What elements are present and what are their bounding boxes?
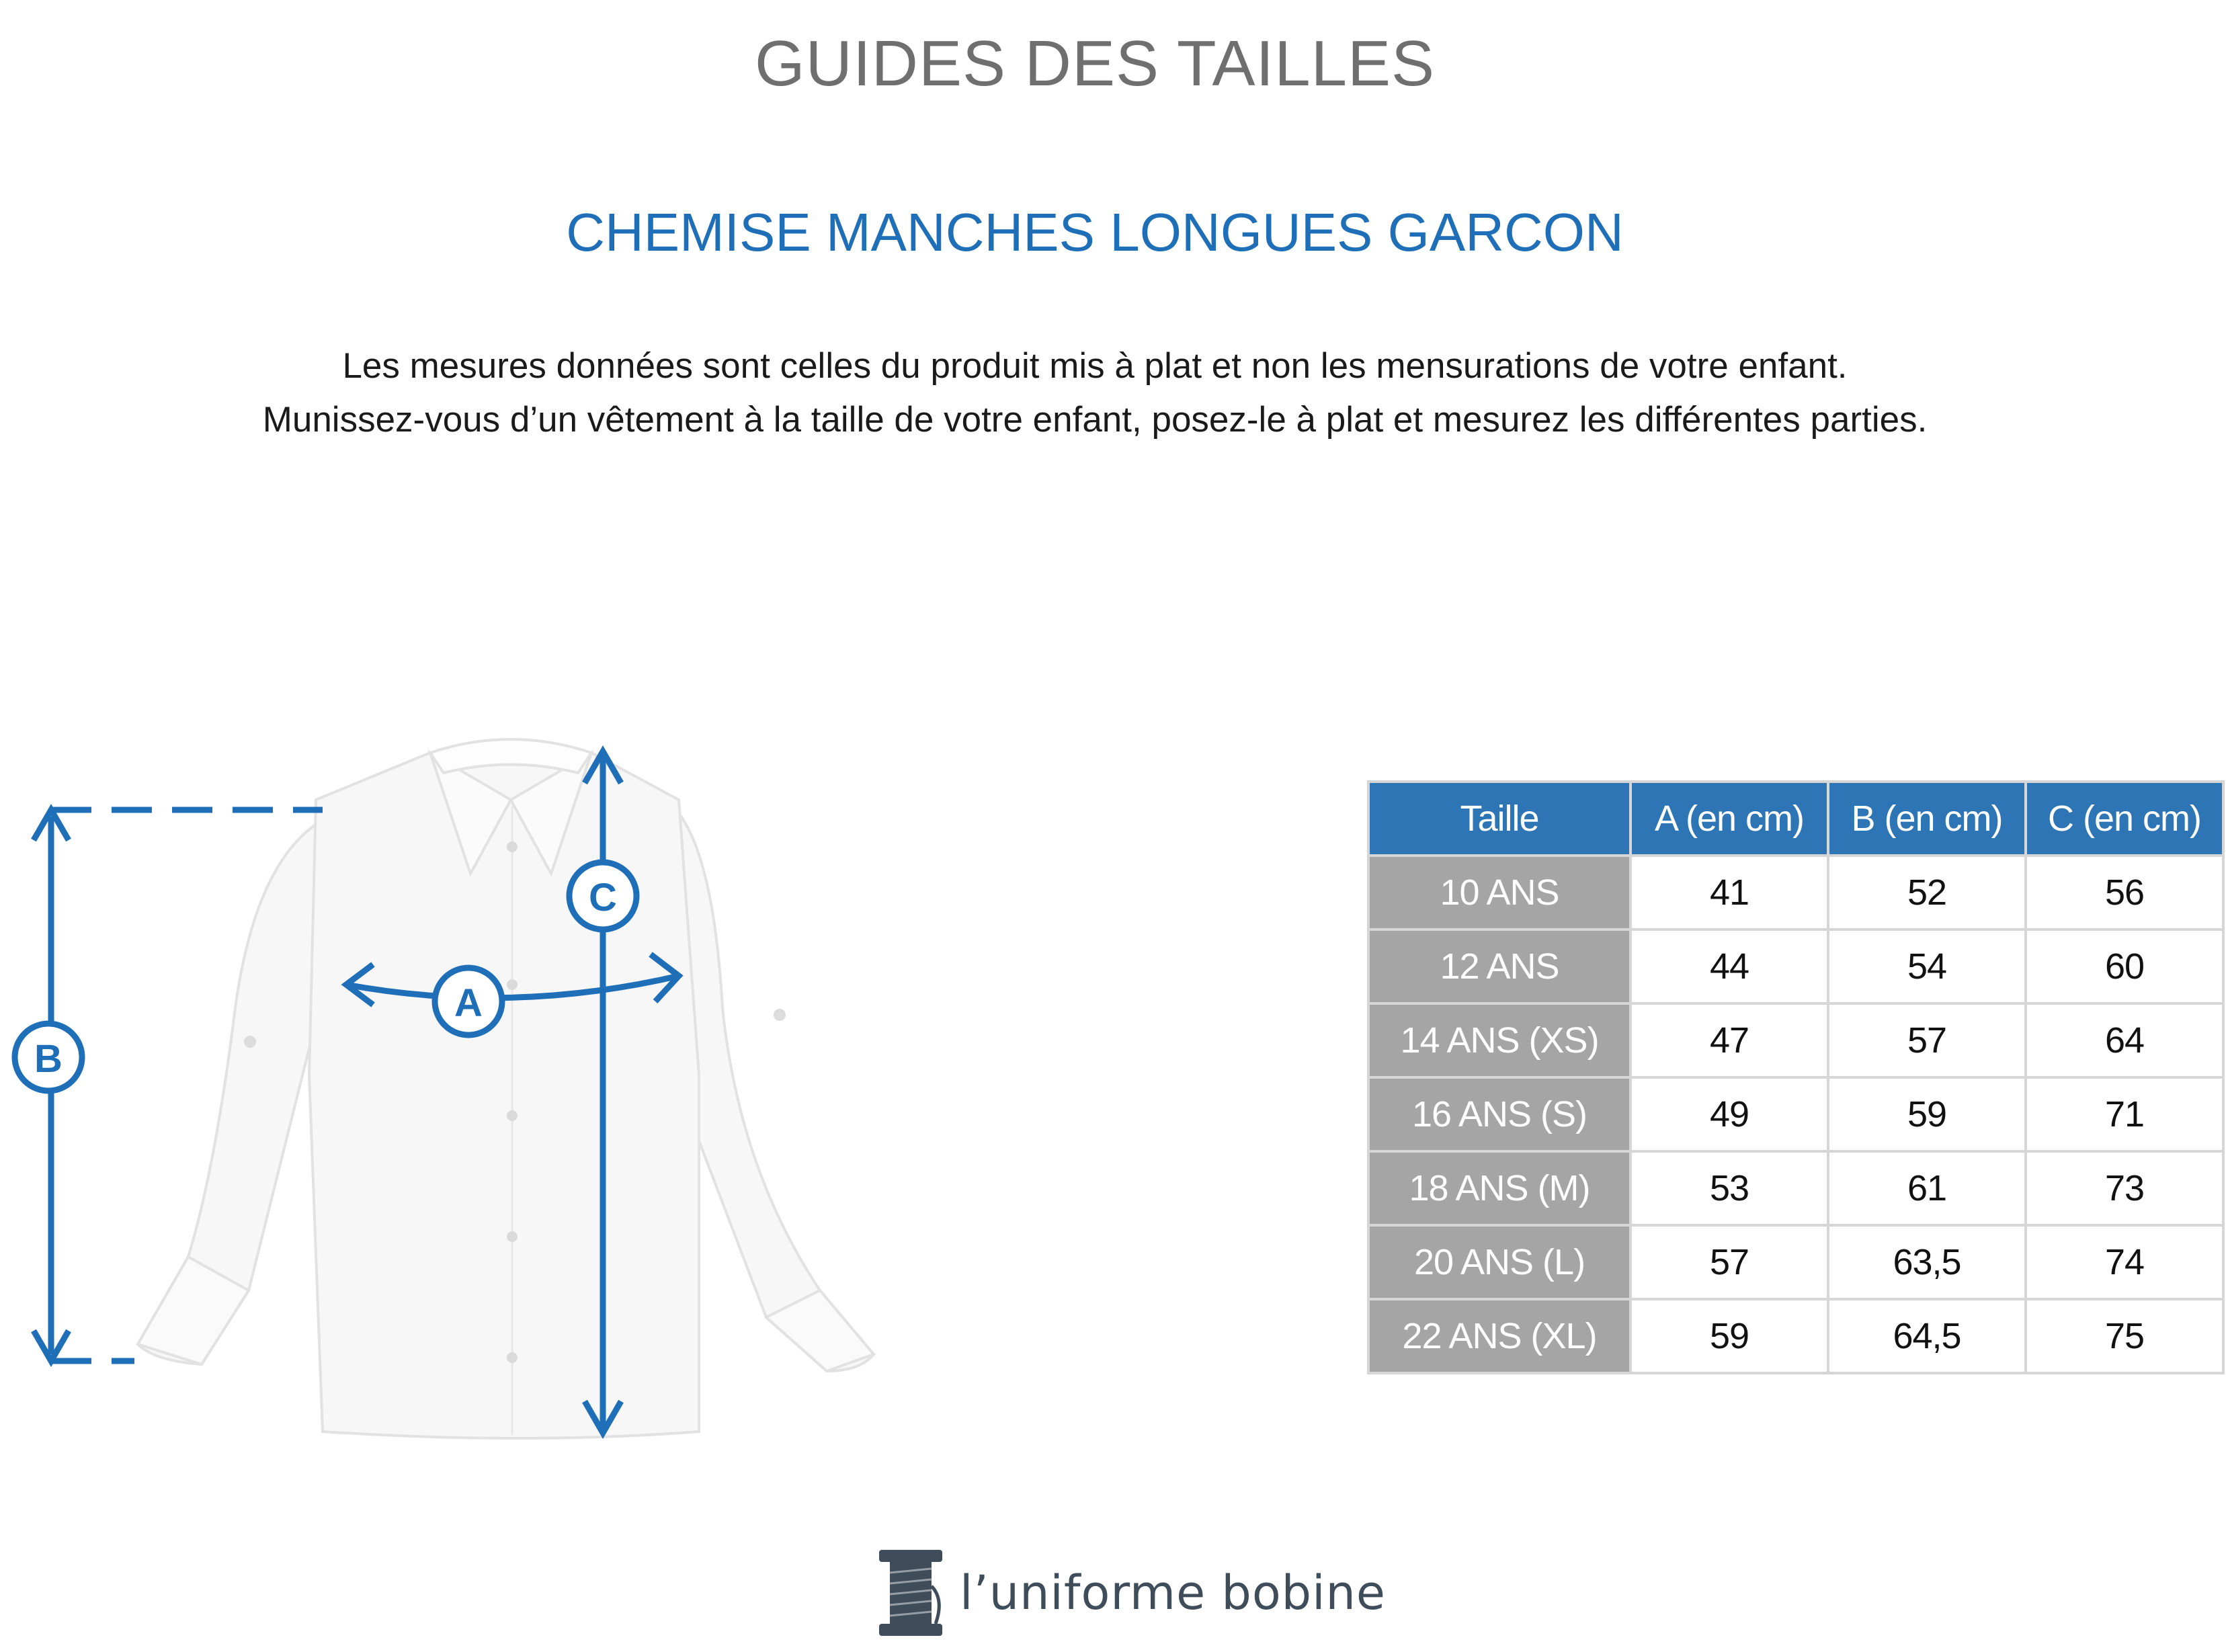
shirt-illustration	[138, 739, 874, 1438]
value-c-cell: 56	[2026, 856, 2223, 930]
value-c-cell: 60	[2026, 930, 2223, 1003]
value-a-cell: 57	[1631, 1225, 1828, 1299]
size-cell: 20 ANS (L)	[1368, 1225, 1631, 1299]
size-cell: 18 ANS (M)	[1368, 1151, 1631, 1225]
table-row	[1368, 1299, 2223, 1373]
label-b: B	[34, 1037, 63, 1081]
value-a-cell: 53	[1631, 1151, 1828, 1225]
value-c-cell: 73	[2026, 1151, 2223, 1225]
size-cell: 22 ANS (XL)	[1368, 1299, 1631, 1373]
value-a-cell: 44	[1631, 930, 1828, 1003]
table-row	[1368, 930, 2223, 1003]
value-c-cell: 71	[2026, 1077, 2223, 1151]
value-b-cell: 59	[1828, 1077, 2026, 1151]
value-b-cell: 54	[1828, 930, 2026, 1003]
table-row	[1368, 856, 2223, 930]
value-b-cell: 52	[1828, 856, 2026, 930]
table-header-row	[1368, 782, 2223, 856]
product-title: CHEMISE MANCHES LONGUES GARCON	[566, 202, 1624, 262]
value-a-cell: 47	[1631, 1003, 1828, 1077]
table-row	[1368, 1225, 2223, 1299]
value-a-cell: 49	[1631, 1077, 1828, 1151]
value-b-cell: 61	[1828, 1151, 2026, 1225]
label-c: C	[589, 876, 617, 919]
instruction-line-1: Les mesures données sont celles du produit mis à plat et non les mensurations de votre enfant.	[342, 346, 1848, 386]
size-cell: 16 ANS (S)	[1368, 1077, 1631, 1151]
value-b-cell: 57	[1828, 1003, 2026, 1077]
table-row	[1368, 1077, 2223, 1151]
brand-logo	[874, 1546, 1386, 1640]
thread-spool-icon	[874, 1546, 948, 1640]
header-a: A (en cm)	[1631, 782, 1828, 856]
value-b-cell: 64,5	[1828, 1299, 2026, 1373]
size-cell: 12 ANS	[1368, 930, 1631, 1003]
header-c: C (en cm)	[2026, 782, 2223, 856]
size-cell: 14 ANS (XS)	[1368, 1003, 1631, 1077]
size-cell: 10 ANS	[1368, 856, 1631, 930]
value-b-cell: 63,5	[1828, 1225, 2026, 1299]
label-a: A	[454, 981, 483, 1025]
instruction-line-2: Munissez-vous d’un vêtement à la taille de votre enfant, posez-le à plat et mesurez les différentes parties.	[262, 400, 1928, 440]
table-row	[1368, 1003, 2223, 1077]
header-b: B (en cm)	[1828, 782, 2026, 856]
shirt-diagram-svg	[0, 699, 901, 1458]
header-size: Taille	[1368, 782, 1631, 856]
shirt-measurement-diagram	[0, 699, 901, 1458]
value-c-cell: 74	[2026, 1225, 2223, 1299]
brand-name: l’uniforme bobine	[960, 1565, 1386, 1620]
value-c-cell: 75	[2026, 1299, 2223, 1373]
instructions	[0, 339, 2190, 447]
table-row	[1368, 1151, 2223, 1225]
page-title: GUIDES DES TAILLES	[754, 28, 1436, 99]
value-c-cell: 64	[2026, 1003, 2223, 1077]
value-a-cell: 41	[1631, 856, 1828, 930]
size-table	[1367, 780, 2225, 1374]
value-a-cell: 59	[1631, 1299, 1828, 1373]
